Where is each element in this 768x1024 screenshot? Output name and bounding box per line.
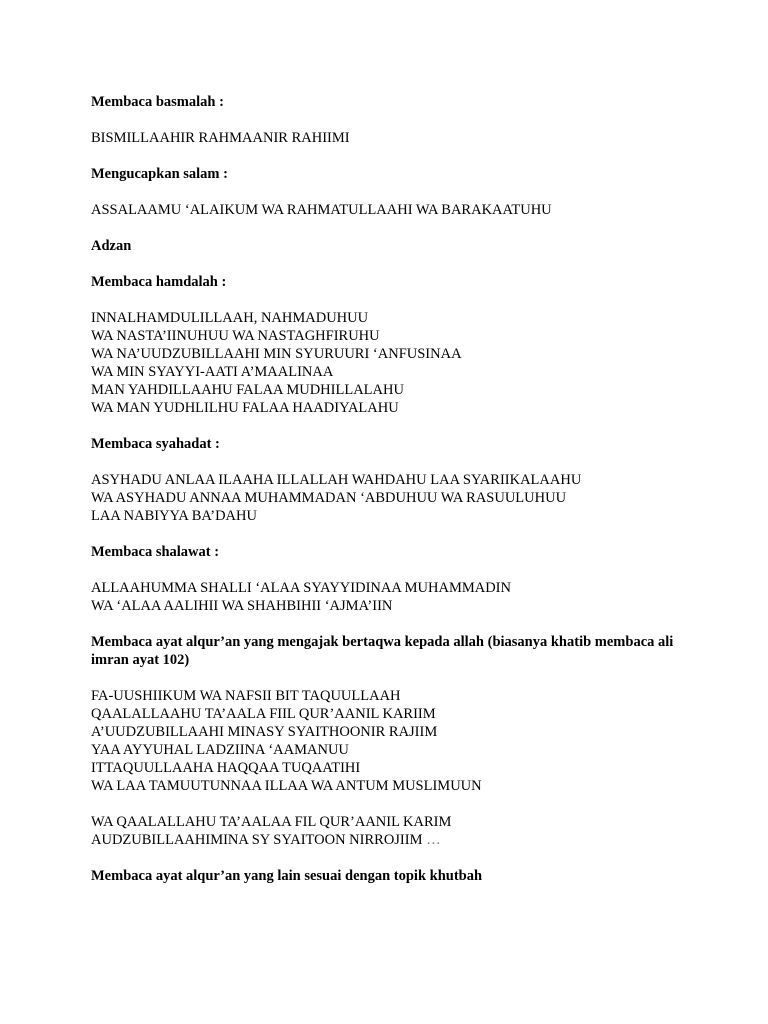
section-heading: Membaca syahadat : xyxy=(91,436,220,452)
section-hamdalah xyxy=(91,273,691,417)
section-syahadat xyxy=(91,435,691,525)
text-line: WA NASTA’IINUHUU WA NASTAGHFIRUHU xyxy=(91,328,380,344)
section-heading: Mengucapkan salam : xyxy=(91,166,228,182)
text-block xyxy=(91,201,691,219)
section-heading: Membaca shalawat : xyxy=(91,544,220,560)
text-block xyxy=(91,579,691,615)
section-heading: Membaca ayat alqur’an yang mengajak bertaqwa kepada allah (biasanya khatib membaca ali imran ayat 102) xyxy=(91,634,674,668)
text-line-content: AUDZUBILLAAHIMINA SY SYAITOON NIRROJIIM xyxy=(91,832,423,848)
text-line: BISMILLAAHIR RAHMAANIR RAHIIMI xyxy=(91,130,350,146)
text-line: YAA AYYUHAL LADZIINA ‘AAMANUU xyxy=(91,742,349,758)
section-basmalah xyxy=(91,93,691,147)
text-line: ALLAAHUMMA SHALLI ‘ALAA SYAYYIDINAA MUHAMMADIN xyxy=(91,580,511,596)
text-line: LAA NABIYYA BA’DAHU xyxy=(91,508,257,524)
section-heading: Membaca ayat alqur’an yang lain sesuai dengan topik khutbah xyxy=(91,868,483,884)
section-ayat-taqwa xyxy=(91,633,691,849)
ellipsis-mark: … xyxy=(426,832,441,848)
text-line: ASYHADU ANLAA ILAAHA ILLALLAH WAHDAHU LAA SYARIIKALAAHU xyxy=(91,472,582,488)
text-line: FA-UUSHIIKUM WA NAFSII BIT TAQUULLAAH xyxy=(91,688,401,704)
text-line: WA ASYHADU ANNAA MUHAMMADAN ‘ABDUHUU WA RASUULUHUU xyxy=(91,490,567,506)
section-shalawat xyxy=(91,543,691,615)
text-line: QAALALLAAHU TA’AALA FIIL QUR’AANIL KARIIM xyxy=(91,706,436,722)
document-page xyxy=(91,93,691,903)
text-line-with-ellipsis xyxy=(91,831,691,849)
section-heading: Adzan xyxy=(91,238,132,254)
text-block xyxy=(91,813,691,849)
text-line: WA QAALALLAHU TA’AALAA FIL QUR’AANIL KARIM xyxy=(91,814,452,830)
text-line: WA LAA TAMUUTUNNAA ILLAA WA ANTUM MUSLIMUUN xyxy=(91,778,482,794)
text-block xyxy=(91,471,691,525)
text-line: WA MIN SYAYYI-AATI A’MAALINAA xyxy=(91,364,334,380)
section-salam xyxy=(91,165,691,219)
section-heading: Membaca basmalah : xyxy=(91,94,224,110)
text-block xyxy=(91,309,691,417)
text-line: INNALHAMDULILLAAH, NAHMADUHUU xyxy=(91,310,369,326)
text-block xyxy=(91,687,691,795)
text-line: WA ‘ALAA AALIHII WA SHAHBIHII ‘AJMA’IIN xyxy=(91,598,393,614)
section-ayat-topik xyxy=(91,867,691,885)
section-heading: Membaca hamdalah : xyxy=(91,274,227,290)
text-block xyxy=(91,129,691,147)
text-line: ITTAQUULLAAHA HAQQAA TUQAATIHI xyxy=(91,760,361,776)
text-line: WA NA’UUDZUBILLAAHI MIN SYURUURI ‘ANFUSINAA xyxy=(91,346,462,362)
text-line: MAN YAHDILLAAHU FALAA MUDHILLALAHU xyxy=(91,382,404,398)
text-line: ASSALAAMU ‘ALAIKUM WA RAHMATULLAAHI WA BARAKAATUHU xyxy=(91,202,552,218)
section-adzan xyxy=(91,237,691,255)
text-line: WA MAN YUDHLILHU FALAA HAADIYALAHU xyxy=(91,400,399,416)
text-line: A’UUDZUBILLAAHI MINASY SYAITHOONIR RAJIIM xyxy=(91,724,438,740)
